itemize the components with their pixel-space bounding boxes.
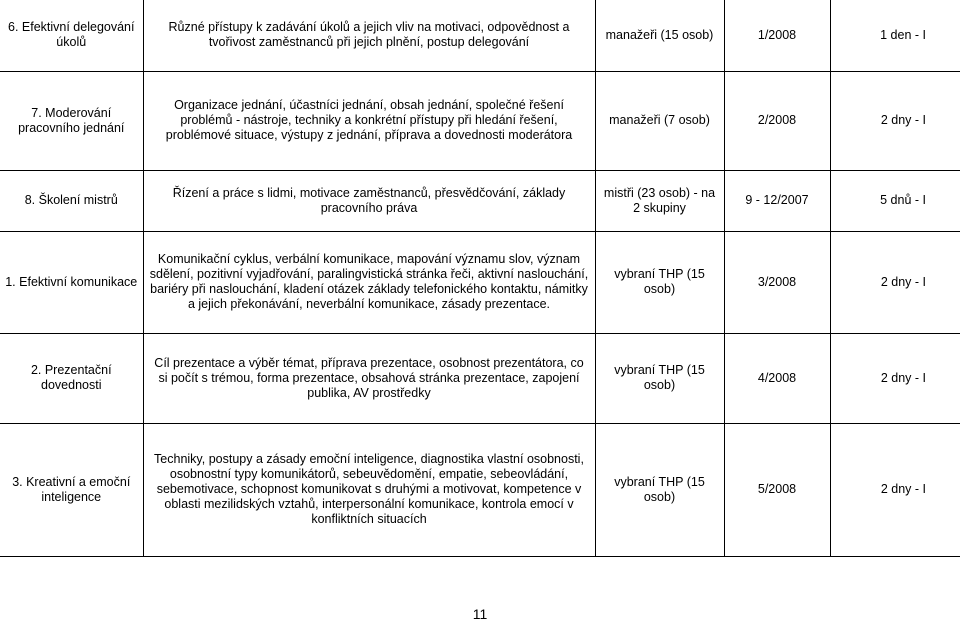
course-title: 1. Efektivní komunikace	[0, 231, 143, 333]
course-date: 4/2008	[724, 333, 830, 423]
table-row	[0, 71, 960, 170]
course-audience: vybraní THP (15 osob)	[595, 333, 724, 423]
course-duration: 2 dny - I	[830, 423, 960, 556]
course-audience: vybraní THP (15 osob)	[595, 423, 724, 556]
course-content: Organizace jednání, účastníci jednání, obsah jednání, společné řešení problémů - nástroje, techniky a konkrétní přístupy při hledání řešení, problémové situace, výstupy z jednání, příprava a dovednosti moderátora	[143, 71, 595, 170]
course-duration: 5 dnů - I	[830, 170, 960, 231]
course-duration: 2 dny - I	[830, 71, 960, 170]
course-content: Různé přístupy k zadávání úkolů a jejich vliv na motivaci, odpovědnost a tvořivost zaměstnanců při jejich plnění, postup delegování	[143, 0, 595, 71]
course-duration: 1 den - I	[830, 0, 960, 71]
table-row	[0, 333, 960, 423]
course-date: 1/2008	[724, 0, 830, 71]
table-row	[0, 231, 960, 333]
course-title: 8. Školení mistrů	[0, 170, 143, 231]
course-audience: manažeři (7 osob)	[595, 71, 724, 170]
course-date: 3/2008	[724, 231, 830, 333]
course-date: 5/2008	[724, 423, 830, 556]
course-content: Řízení a práce s lidmi, motivace zaměstnanců, přesvědčování, základy pracovního práva	[143, 170, 595, 231]
course-content: Techniky, postupy a zásady emoční inteligence, diagnostika vlastní osobnosti, osobnostní typy komunikátorů, sebeuvědomění, empatie, sebeovládání, sebemotivace, schopnost komunikovat s druhými a motivovat, kompetence v oblasti mezilidských vztahů, interpersonální komunikace, kontrola emocí v konfliktních situacích	[143, 423, 595, 556]
course-audience: mistři (23 osob) - na 2 skupiny	[595, 170, 724, 231]
table-row	[0, 423, 960, 556]
page-number: 11	[472, 606, 488, 622]
course-audience: manažeři (15 osob)	[595, 0, 724, 71]
course-audience: vybraní THP (15 osob)	[595, 231, 724, 333]
table-row	[0, 0, 960, 71]
course-date: 2/2008	[724, 71, 830, 170]
course-date: 9 - 12/2007	[724, 170, 830, 231]
course-duration: 2 dny - I	[830, 333, 960, 423]
course-title: 3. Kreativní a emoční inteligence	[0, 423, 143, 556]
course-title: 7. Moderování pracovního jednání	[0, 71, 143, 170]
table-row	[0, 170, 960, 231]
course-duration: 2 dny - I	[830, 231, 960, 333]
course-content: Komunikační cyklus, verbální komunikace, mapování významu slov, význam sdělení, pozitivní vyjadřování, paralingvistická stránka řeči, aktivní naslouchání, bariéry při naslouchání, kladení otázek základy telefonického kontaktu, námitky a jejich překonávání, neverbální komunikace, zásady prezentace.	[143, 231, 595, 333]
course-title: 2. Prezentační dovednosti	[0, 333, 143, 423]
course-content: Cíl prezentace a výběr témat, příprava prezentace, osobnost prezentátora, co si počít s trémou, forma prezentace, obsahová stránka prezentace, zapojení publika, AV prostředky	[143, 333, 595, 423]
course-title: 6. Efektivní delegování úkolů	[0, 0, 143, 71]
